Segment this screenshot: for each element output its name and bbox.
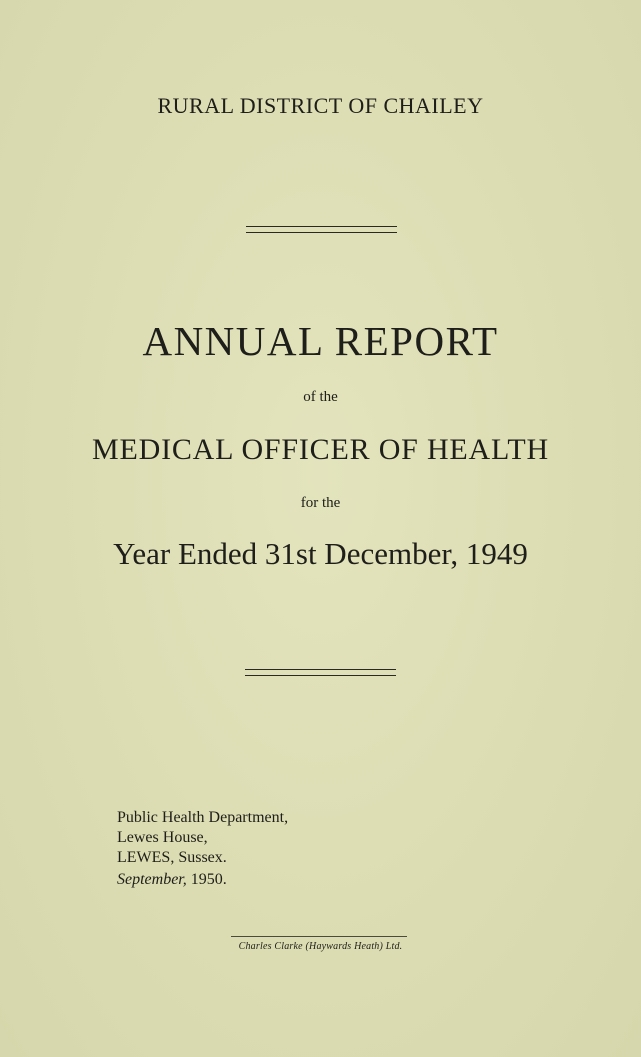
address-building: Lewes House,: [117, 829, 208, 846]
date-year: 1950.: [186, 871, 227, 888]
officer-title: MEDICAL OFFICER OF HEALTH: [92, 433, 549, 466]
address-date: [117, 870, 288, 890]
double-rule-bottom: [245, 669, 396, 676]
printer-imprint: Charles Clarke (Haywards Heath) Ltd.: [238, 941, 403, 952]
address-block: [117, 808, 288, 890]
connector-of-the: of the: [303, 389, 338, 405]
district-heading: RURAL DISTRICT OF CHAILEY: [157, 93, 484, 118]
date-month: September,: [117, 871, 187, 888]
connector-for-the: for the: [300, 495, 341, 511]
address-town: LEWES, Sussex.: [117, 849, 227, 866]
report-year: Year Ended 31st December, 1949: [113, 536, 528, 571]
imprint-rule: [231, 936, 407, 937]
double-rule-top: [246, 226, 397, 233]
address-department: Public Health Department,: [117, 809, 289, 826]
report-title: ANNUAL REPORT: [142, 318, 499, 364]
